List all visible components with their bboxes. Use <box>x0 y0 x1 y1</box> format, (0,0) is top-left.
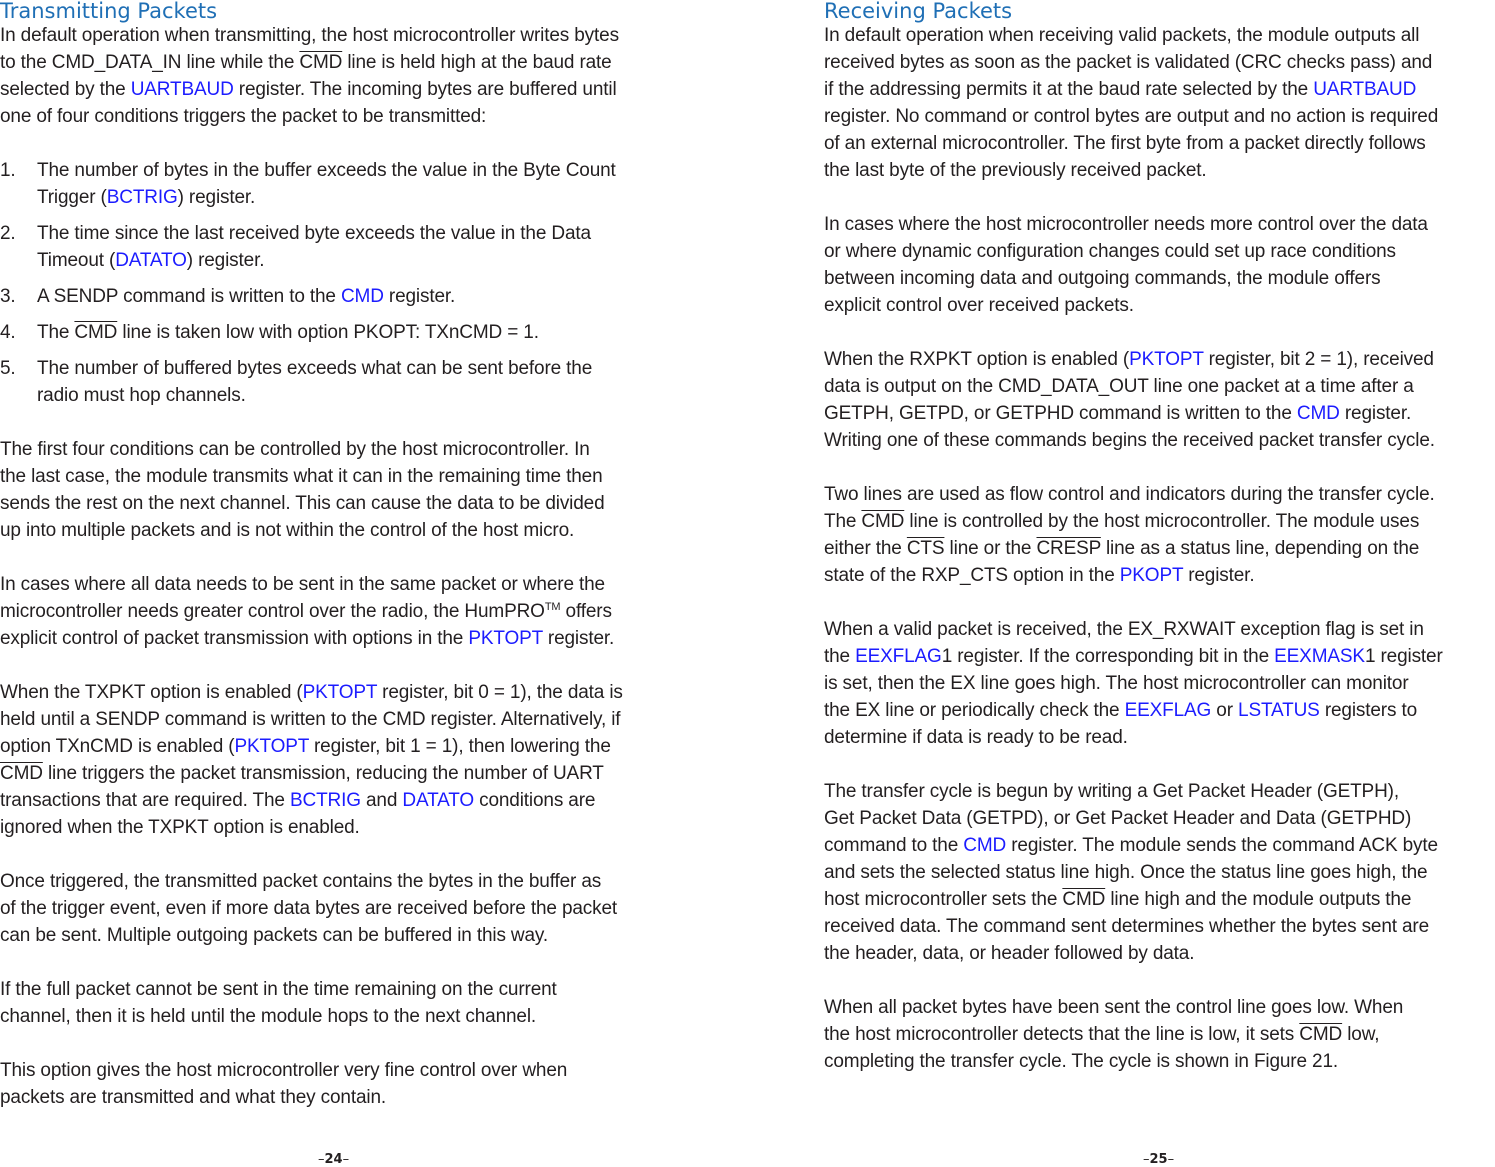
intro-paragraph <box>0 22 678 130</box>
paragraph <box>0 976 678 1030</box>
text-run: register. The module sends the command ACK byte <box>1006 835 1438 856</box>
text-line <box>0 1003 678 1030</box>
text-line <box>824 562 1495 589</box>
text-run: The <box>37 322 75 343</box>
register-reference: CMD <box>340 286 384 307</box>
text-line <box>0 103 678 130</box>
text-run: option TXnCMD is enabled ( <box>0 736 235 757</box>
text-line <box>0 679 678 706</box>
text-run: line is taken low with option PKOPT: TXnCMD = 1. <box>117 322 539 343</box>
text-line <box>824 805 1495 832</box>
list-number: 5. <box>0 358 16 379</box>
text-run: between incoming data and outgoing commands, the module offers <box>824 268 1381 289</box>
text-line <box>824 1048 1495 1075</box>
text-run: selected by the <box>0 79 131 100</box>
text-run: The transfer cycle is begun by writing a Get Packet Header (GETPH), <box>824 781 1399 802</box>
text-run: the EX line or periodically check the <box>824 700 1125 721</box>
text-line <box>37 382 592 409</box>
register-reference: PKOPT <box>1119 565 1184 586</box>
register-reference: EEXFLAG <box>855 646 942 667</box>
register-reference: CMD <box>1296 403 1340 424</box>
text-line <box>0 976 678 1003</box>
text-run: transactions that are required. The <box>0 790 290 811</box>
register-reference: EEXFLAG <box>1124 700 1212 721</box>
text-line <box>0 787 678 814</box>
text-run: to the CMD_DATA_IN line while the <box>0 52 300 73</box>
paragraph <box>0 679 678 841</box>
text-run: When the TXPKT option is enabled ( <box>0 682 303 703</box>
text-line <box>0 571 678 598</box>
text-line <box>824 697 1495 724</box>
text-line <box>824 346 1495 373</box>
text-run: low, <box>1342 1024 1380 1045</box>
text-run: ) register. <box>177 187 256 208</box>
text-run: Timeout ( <box>37 250 116 271</box>
active-low-signal: $\overline{CMD}$ <box>1299 1024 1343 1045</box>
text-run: line or the <box>944 538 1037 559</box>
text-run: line is controlled by the host microcontroller. The module uses <box>904 511 1420 532</box>
text-line <box>37 283 455 310</box>
register-reference: UARTBAUD <box>130 79 234 100</box>
list-item <box>0 220 678 274</box>
paragraph <box>824 22 1495 184</box>
section-heading-transmitting-packets: Transmitting Packets <box>0 0 218 23</box>
text-line <box>824 670 1495 697</box>
text-line <box>824 400 1495 427</box>
text-run: up into multiple packets and is not within the control of the host micro. <box>0 520 575 541</box>
text-line <box>0 814 678 841</box>
text-line <box>824 508 1495 535</box>
right-body <box>824 22 1495 1075</box>
text-run: In cases where the host microcontroller needs more control over the data <box>824 214 1428 235</box>
paragraph <box>0 868 678 949</box>
text-run: or where dynamic configuration changes could set up race conditions <box>824 241 1396 262</box>
text-run: explicit control over received packets. <box>824 295 1134 316</box>
list-number: 2. <box>0 223 16 244</box>
list-number: 1. <box>0 160 16 181</box>
text-run: explicit control of packet transmission with options in the <box>0 628 469 649</box>
text-run: received data. The command sent determines whether the bytes sent are <box>824 916 1430 937</box>
active-low-signal: CRESP <box>1036 538 1101 559</box>
active-low-signal: $\overline{CTS}$ <box>906 538 945 559</box>
text-run: register. <box>542 628 615 649</box>
text-line <box>824 22 1495 49</box>
text-line <box>824 373 1495 400</box>
text-run: the last case, the module transmits what it can in the remaining time then <box>0 466 603 487</box>
text-run: register, bit 0 = 1), the data is <box>377 682 623 703</box>
active-low-signal: $\overline{CMD}$ <box>1062 889 1106 910</box>
text-run: 1 register <box>1364 646 1443 667</box>
text-run: or <box>1211 700 1239 721</box>
active-low-signal: $\overline{CMD}$ <box>299 52 343 73</box>
paragraph <box>824 481 1495 589</box>
text-line <box>824 481 1495 508</box>
text-run: registers to <box>1319 700 1417 721</box>
text-line <box>824 427 1495 454</box>
text-run: Once triggered, the transmitted packet contains the bytes in the buffer as <box>0 871 602 892</box>
text-run: line high and the module outputs the <box>1105 889 1412 910</box>
trademark-superscript: TM <box>544 601 561 613</box>
text-line <box>824 157 1495 184</box>
text-run: determine if data is ready to be read. <box>824 727 1128 748</box>
text-line <box>824 211 1495 238</box>
list-number: 3. <box>0 286 16 307</box>
text-line <box>824 778 1495 805</box>
register-reference: DATATO <box>402 790 474 811</box>
list-item-text <box>37 283 455 310</box>
text-line <box>824 238 1495 265</box>
text-run: completing the transfer cycle. The cycle is shown in Figure 21. <box>824 1051 1338 1072</box>
register-reference: PKTOPT <box>234 736 309 757</box>
text-run: sends the rest on the next channel. This can cause the data to be divided <box>0 493 605 514</box>
text-run: can be sent. Multiple outgoing packets can be buffered in this way. <box>0 925 548 946</box>
text-line <box>0 1084 678 1111</box>
text-run: In default operation when receiving valid packets, the module outputs all <box>824 25 1420 46</box>
list-item <box>0 283 678 310</box>
page-number-24: –24– <box>318 1152 350 1167</box>
text-run: one of four conditions triggers the packet to be transmitted: <box>0 106 487 127</box>
right-page <box>824 0 1495 1075</box>
list-item-text <box>37 220 591 274</box>
register-reference: PKTOPT <box>468 628 543 649</box>
text-run: ignored when the TXPKT option is enabled. <box>0 817 360 838</box>
register-reference: EEXMASK <box>1274 646 1365 667</box>
list-item <box>0 157 678 211</box>
list-item <box>0 319 678 346</box>
text-line <box>824 616 1495 643</box>
text-run: The time since the last received byte exceeds the value in the Data <box>37 223 591 244</box>
page-number-25: –25– <box>1143 1152 1175 1167</box>
trigger-conditions-list <box>0 157 678 409</box>
text-line <box>0 22 678 49</box>
text-line <box>824 832 1495 859</box>
text-run: register, bit 2 = 1), received <box>1203 349 1434 370</box>
text-line <box>0 868 678 895</box>
text-run: line as a status line, depending on the <box>1100 538 1420 559</box>
paragraph <box>824 211 1495 319</box>
list-item-text <box>37 157 616 211</box>
paragraph <box>824 778 1495 967</box>
text-run: When all packet bytes have been sent the control line goes low. When <box>824 997 1404 1018</box>
text-run: radio must hop channels. <box>37 385 246 406</box>
section-heading-receiving-packets: Receiving Packets <box>824 0 1013 23</box>
text-run: The number of buffered bytes exceeds what can be sent before the <box>37 358 593 379</box>
text-line <box>824 76 1495 103</box>
active-low-signal: $\overline{CMD}$ <box>0 763 43 784</box>
text-run: When a valid packet is received, the EX_RXWAIT exception flag is set in <box>824 619 1424 640</box>
text-line <box>824 49 1495 76</box>
text-line <box>0 733 678 760</box>
paragraph <box>0 1057 678 1111</box>
text-line <box>37 220 591 247</box>
text-run: channel, then it is held until the module hops to the next channel. <box>0 1006 537 1027</box>
text-line <box>37 319 539 346</box>
text-line <box>37 247 591 274</box>
text-line <box>0 49 678 76</box>
text-run: the header, data, or header followed by data. <box>824 943 1195 964</box>
text-run: data is output on the CMD_DATA_OUT line one packet at a time after a <box>824 376 1414 397</box>
text-line <box>824 724 1495 751</box>
text-run: GETPH, GETPD, or GETPHD command is written to the <box>824 403 1297 424</box>
text-run: 1 register. If the corresponding bit in the <box>941 646 1275 667</box>
register-reference: BCTRIG <box>289 790 361 811</box>
register-reference: PKTOPT <box>1129 349 1204 370</box>
text-run: packets are transmitted and what they contain. <box>0 1087 386 1108</box>
list-item-text <box>37 319 539 346</box>
register-reference: DATATO <box>115 250 187 271</box>
text-run: and sets the selected status line high. Once the status line goes high, the <box>824 862 1428 883</box>
text-line <box>824 103 1495 130</box>
text-run: of the trigger event, even if more data bytes are received before the packet <box>0 898 618 919</box>
text-run: register. <box>1183 565 1255 586</box>
text-line <box>37 184 616 211</box>
text-line <box>824 1021 1495 1048</box>
text-run: Trigger ( <box>37 187 107 208</box>
text-run: if the addressing permits it at the baud rate selected by the <box>824 79 1314 100</box>
paragraph <box>0 571 678 652</box>
text-run: If the full packet cannot be sent in the time remaining on the current <box>0 979 557 1000</box>
text-run: The first four conditions can be controlled by the host microcontroller. In <box>0 439 590 460</box>
register-reference: CMD <box>963 835 1007 856</box>
text-run: the <box>824 646 856 667</box>
text-line <box>824 265 1495 292</box>
register-reference: PKTOPT <box>302 682 378 703</box>
active-low-signal: $\overline{CMD}$ <box>861 511 905 532</box>
text-run: held until a SENDP command is written to the CMD register. Alternatively, if <box>0 709 621 730</box>
text-run: is set, then the EX line goes high. The host microcontroller can monitor <box>824 673 1409 694</box>
text-run: command to the <box>824 835 964 856</box>
paragraph <box>824 346 1495 454</box>
text-line <box>824 130 1495 157</box>
text-line <box>824 886 1495 913</box>
text-run: received bytes as soon as the packet is validated (CRC checks pass) and <box>824 52 1433 73</box>
text-line <box>0 598 678 625</box>
text-run: state of the RXP_CTS option in the <box>824 565 1120 586</box>
text-run: the last byte of the previously received packet. <box>824 160 1207 181</box>
text-run: When the RXPKT option is enabled ( <box>824 349 1130 370</box>
text-run: The <box>824 511 862 532</box>
text-run: register. <box>383 286 456 307</box>
list-item-text <box>37 355 592 409</box>
text-line <box>824 292 1495 319</box>
text-line <box>0 517 678 544</box>
text-run: register. <box>1339 403 1412 424</box>
text-line <box>37 355 592 382</box>
text-run: microcontroller needs greater control over the radio, the HumPRO <box>0 601 545 622</box>
list-item <box>0 355 678 409</box>
register-reference: UARTBAUD <box>1313 79 1417 100</box>
text-run: ) register. <box>186 250 265 271</box>
text-line <box>824 913 1495 940</box>
text-line <box>37 157 616 184</box>
text-run: offers <box>560 601 612 622</box>
text-run: line is held high at the baud rate <box>342 52 612 73</box>
list-number: 4. <box>0 322 16 343</box>
paragraph <box>824 994 1495 1075</box>
register-reference: BCTRIG <box>106 187 178 208</box>
text-run: and <box>360 790 403 811</box>
text-run: the host microcontroller detects that the line is low, it sets <box>824 1024 1300 1045</box>
text-run: In default operation when transmitting, the host microcontroller writes bytes <box>0 25 619 46</box>
text-line <box>824 994 1495 1021</box>
text-run: register. The incoming bytes are buffered until <box>233 79 617 100</box>
paragraph <box>0 436 678 544</box>
text-run: of an external microcontroller. The first byte from a packet directly follows <box>824 133 1426 154</box>
text-line <box>824 859 1495 886</box>
text-run: either the <box>824 538 907 559</box>
text-run: register, bit 1 = 1), then lowering the <box>308 736 611 757</box>
text-line <box>0 1057 678 1084</box>
active-low-signal: $\overline{CMD}$ <box>74 322 118 343</box>
text-line <box>824 535 1495 562</box>
text-line <box>0 895 678 922</box>
text-line <box>0 922 678 949</box>
text-run: The number of bytes in the buffer exceeds the value in the Byte Count <box>37 160 616 181</box>
text-run: host microcontroller sets the <box>824 889 1063 910</box>
text-run: This option gives the host microcontroller very fine control over when <box>0 1060 568 1081</box>
text-line <box>0 625 678 652</box>
text-line <box>0 436 678 463</box>
text-run: In cases where all data needs to be sent in the same packet or where the <box>0 574 605 595</box>
register-reference: LSTATUS <box>1238 700 1320 721</box>
text-run: line triggers the packet transmission, reducing the number of UART <box>42 763 604 784</box>
text-run: A SENDP command is written to the <box>37 286 341 307</box>
text-line <box>0 706 678 733</box>
left-body <box>0 409 678 1111</box>
text-run: Writing one of these commands begins the received packet transfer cycle. <box>824 430 1435 451</box>
text-run: register. No command or control bytes are output and no action is required <box>824 106 1439 127</box>
text-line <box>0 760 678 787</box>
text-run: conditions are <box>473 790 596 811</box>
text-line <box>824 940 1495 967</box>
text-line <box>0 463 678 490</box>
text-line <box>0 490 678 517</box>
text-run: Get Packet Data (GETPD), or Get Packet Header and Data (GETPHD) <box>824 808 1412 829</box>
text-line <box>824 643 1495 670</box>
text-line <box>0 76 678 103</box>
paragraph <box>824 616 1495 751</box>
text-run: Two lines are used as flow control and indicators during the transfer cycle. <box>824 484 1435 505</box>
left-page <box>0 0 678 1111</box>
